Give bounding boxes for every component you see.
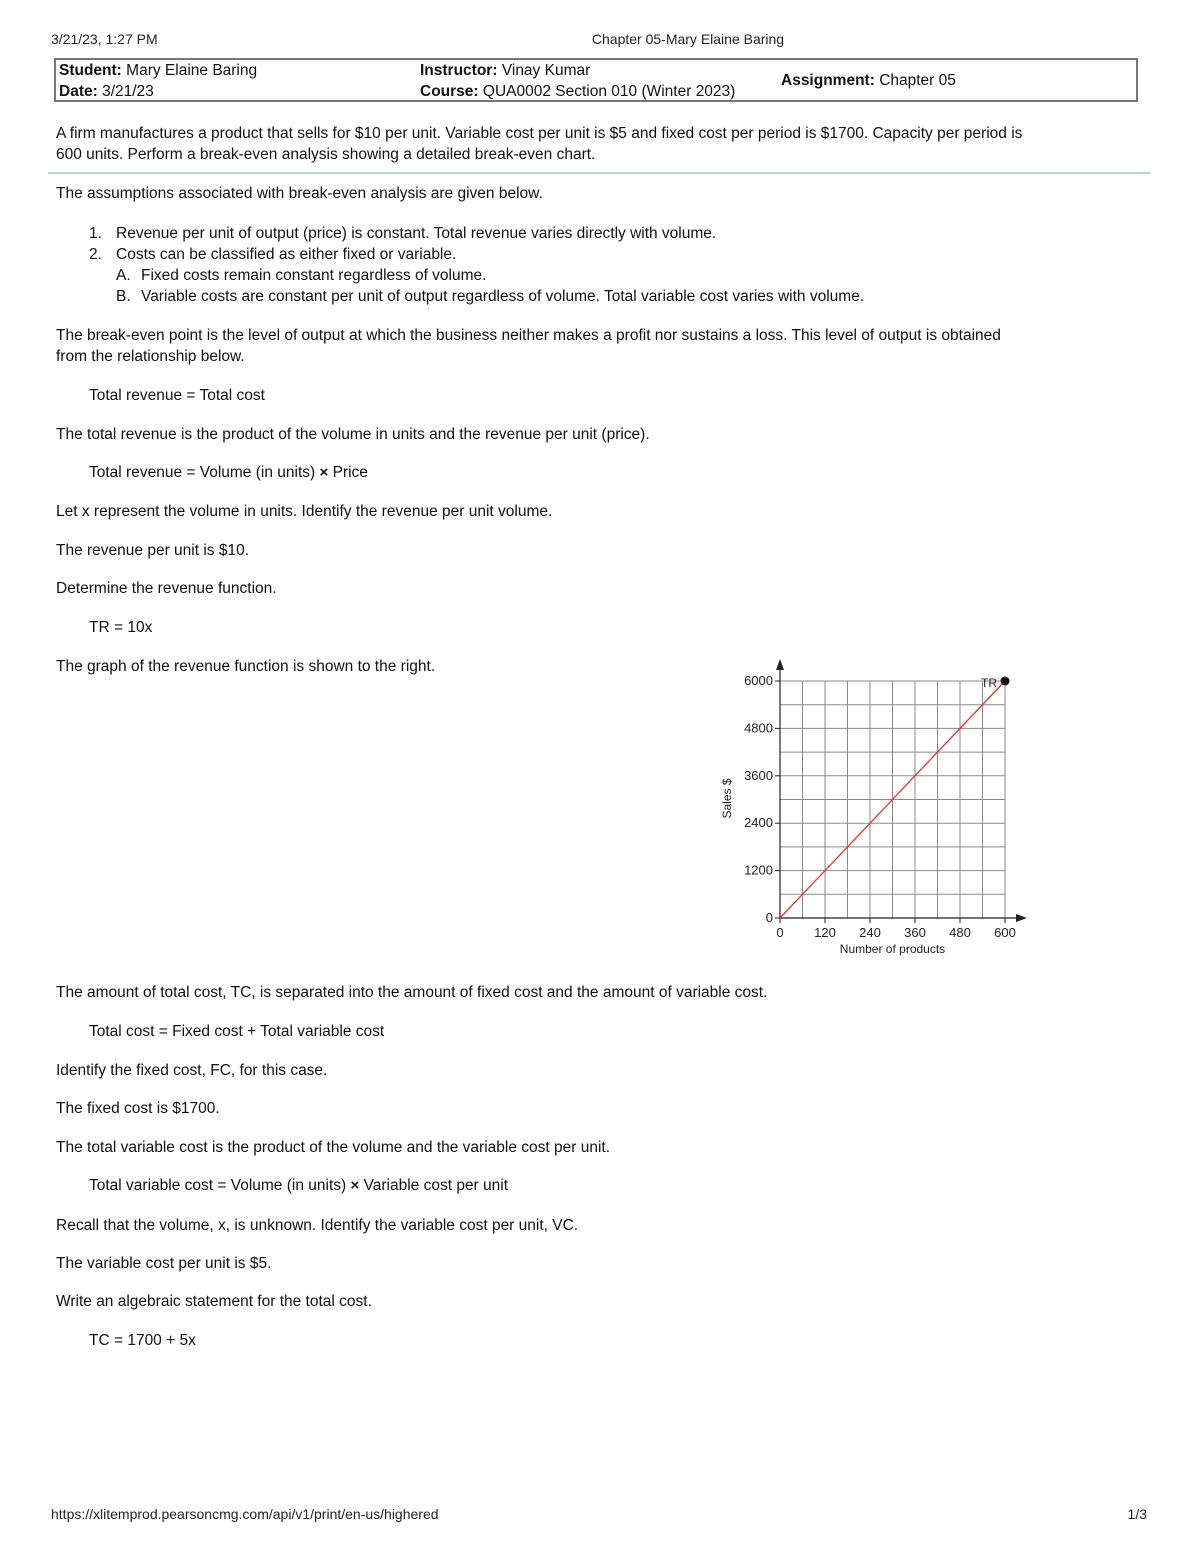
y-axis-label: Sales $ (720, 778, 734, 819)
footer-url[interactable]: https://xlitemprod.pearsoncmg.com/api/v1/print/en-us/highered (51, 1506, 439, 1522)
tr-function: TR = 10x (89, 619, 153, 636)
x-tick-label: 360 (904, 925, 926, 940)
section-divider (48, 172, 1150, 174)
fixed-cost-text: The fixed cost is $1700. (56, 1100, 220, 1117)
equation-tr-equals-tc: Total revenue = Total cost (89, 387, 265, 404)
print-title: Chapter 05-Mary Elaine Baring (591, 31, 785, 47)
sublist-item: Fixed costs remain constant regardless of volume. (141, 267, 487, 284)
revenue-chart (700, 652, 1040, 964)
y-tick-label: 2400 (744, 815, 773, 831)
y-tick-label: 1200 (744, 862, 773, 878)
student-value: Mary Elaine Baring (126, 62, 258, 79)
instructor-label: Instructor: (420, 62, 498, 79)
date-value: 3/21/23 (102, 83, 154, 100)
x-axis-arrow-icon (1016, 914, 1027, 922)
x-tick-label: 120 (814, 925, 836, 940)
course-value: QUA0002 Section 010 (Winter 2023) (482, 83, 736, 100)
graph-note: The graph of the revenue function is shown to the right. (56, 658, 436, 675)
assignment-value: Chapter 05 (879, 72, 956, 89)
student-label: Student: (59, 62, 122, 79)
x-tick-label: 0 (776, 925, 784, 940)
tr-definition: The total revenue is the product of the volume in units and the revenue per unit (price). (56, 426, 650, 443)
sublist-letter: B. (116, 288, 131, 305)
problem-line-1: A firm manufactures a product that sells for $10 per unit. Variable cost per unit is $5 and fixed cost per period is $1700. Capacity per period is (56, 125, 1023, 142)
tc-function: TC = 1700 + 5x (89, 1332, 196, 1349)
eq-tvc-right: Variable cost per unit (363, 1177, 509, 1194)
variable-cost-text: The variable cost per unit is $5. (56, 1255, 272, 1272)
equation-total-variable-cost (89, 1175, 508, 1196)
y-tick-label: 0 (765, 910, 773, 925)
assignment-field (781, 72, 956, 90)
equation-total-revenue (89, 462, 368, 483)
assumptions-intro: The assumptions associated with break-even analysis are given below. (56, 185, 543, 202)
instructor-value: Vinay Kumar (501, 62, 591, 79)
date-label: Date: (59, 83, 98, 100)
print-date: 3/21/23, 1:27 PM (51, 31, 158, 47)
breakeven-definition-1: The break-even point is the level of output at which the business neither makes a profit nor sustains a loss. This level of output is obtained (56, 327, 1001, 344)
course-label: Course: (420, 83, 479, 100)
breakeven-definition-2: from the relationship below. (56, 348, 245, 365)
x-tick-label: 600 (994, 925, 1016, 940)
sublist-item: Variable costs are constant per unit of output regardless of volume. Total variable cost varies with volume. (141, 288, 865, 305)
x-tick-label: 240 (859, 925, 881, 940)
equation-total-cost: Total cost = Fixed cost + Total variable cost (89, 1023, 385, 1040)
x-axis-label: Number of products (839, 942, 946, 956)
y-axis-arrow-icon (776, 659, 784, 670)
series-endpoint (1001, 677, 1010, 686)
y-tick-label: 4800 (744, 720, 773, 736)
identify-fc-text: Identify the fixed cost, FC, for this case. (56, 1062, 328, 1079)
recall-x-text: Recall that the volume, x, is unknown. Identify the variable cost per unit, VC. (56, 1217, 579, 1234)
course-field (420, 83, 735, 101)
list-item: Costs can be classified as either fixed or variable. (116, 246, 457, 263)
times-icon: × (319, 464, 329, 481)
y-tick-label: 6000 (744, 673, 773, 688)
eq-tr-left: Total revenue = Volume (in units) (89, 464, 316, 481)
list-item: Revenue per unit of output (price) is constant. Total revenue varies directly with volume. (116, 225, 717, 242)
sublist-letter: A. (116, 267, 131, 284)
instructor-field (420, 62, 590, 80)
list-number: 1. (89, 225, 102, 242)
x-tick-label: 480 (949, 925, 971, 940)
series-label-tr: TR (981, 676, 997, 690)
write-tc-text: Write an algebraic statement for the total cost. (56, 1293, 372, 1310)
assignment-label: Assignment: (781, 72, 875, 89)
page-number: 1/3 (1127, 1506, 1147, 1522)
date-field (59, 83, 154, 101)
tc-split-text: The amount of total cost, TC, is separated into the amount of fixed cost and the amount of variable cost. (56, 984, 768, 1001)
tvc-definition: The total variable cost is the product of the volume and the variable cost per unit. (56, 1139, 611, 1156)
list-number: 2. (89, 246, 102, 263)
determine-revenue-text: Determine the revenue function. (56, 580, 277, 597)
times-icon: × (350, 1177, 360, 1194)
problem-line-2: 600 units. Perform a break-even analysis showing a detailed break-even chart. (56, 146, 596, 163)
let-x-text: Let x represent the volume in units. Identify the revenue per unit volume. (56, 503, 553, 520)
eq-tvc-left: Total variable cost = Volume (in units) (89, 1177, 347, 1194)
student-field (59, 62, 257, 80)
y-tick-label: 3600 (744, 767, 773, 783)
revenue-per-unit-text: The revenue per unit is $10. (56, 542, 250, 559)
eq-tr-right: Price (332, 464, 368, 481)
